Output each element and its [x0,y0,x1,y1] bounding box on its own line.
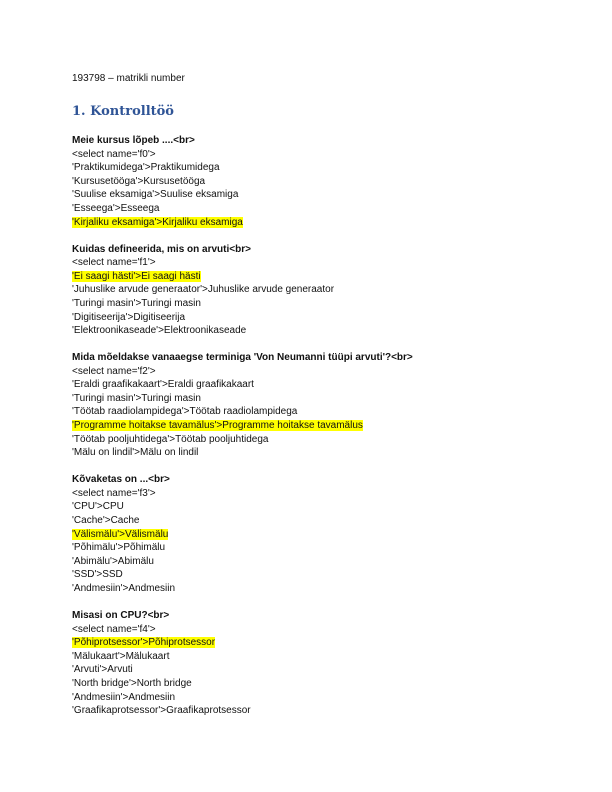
option-line [72,202,542,216]
question-block-2 [72,351,542,460]
option-line [72,297,542,311]
option-text: 'Arvuti'>Arvuti [72,664,133,676]
question-block-1 [72,243,542,338]
option-line [72,500,542,514]
option-line [72,324,542,338]
option-line [72,582,542,596]
option-line [72,568,542,582]
highlighted-answer: 'Ei saagi hästi'>Ei saagi hästi [72,270,201,282]
option-line [72,514,542,528]
select-tag-line: <select name='f0'> [72,148,156,160]
highlighted-answer: 'Põhiprotsessor'>Põhiprotsessor [72,637,216,649]
option-text: 'Abimälu'>Abimälu [72,555,154,567]
option-text: 'SSD'>SSD [72,569,123,581]
question-title: Misasi on CPU?<br> [72,609,170,621]
question-list [72,134,542,718]
option-text: 'Töötab pooljuhtidega'>Töötab pooljuhtidega [72,433,269,445]
option-text: 'Suulise eksamiga'>Suulise eksamiga [72,189,239,201]
option-line [72,636,542,650]
select-tag-line: <select name='f4'> [72,623,156,635]
option-text: 'Digitiseerija'>Digitiseerija [72,311,186,323]
option-line [72,216,542,230]
option-text: 'Turingi masin'>Turingi masin [72,392,201,404]
option-line [72,378,542,392]
select-tag-line: <select name='f2'> [72,365,156,377]
option-line [72,270,542,284]
option-line [72,161,542,175]
option-text: 'Praktikumidega'>Praktikumidega [72,162,220,174]
option-text: 'Turingi masin'>Turingi masin [72,297,201,309]
option-line [72,691,542,705]
option-line [72,283,542,297]
option-line [72,663,542,677]
option-line [72,433,542,447]
option-line [72,650,542,664]
option-line [72,528,542,542]
option-line [72,405,542,419]
option-text: 'Cache'>Cache [72,515,140,527]
highlighted-answer: 'Kirjaliku eksamiga'>Kirjaliku eksamiga [72,216,243,228]
option-text: 'Elektroonikaseade'>Elektroonikaseade [72,325,247,337]
option-text: 'Juhuslike arvude generaator'>Juhuslike arvude generaator [72,284,335,296]
question-block-4 [72,609,542,718]
option-text: 'Esseega'>Esseega [72,202,160,214]
option-line [72,175,542,189]
option-text: 'Eraldi graafikakaart'>Eraldi graafikakaart [72,379,254,391]
question-title: Mida mõeldakse vanaaegse terminiga 'Von Neumanni tüüpi arvuti'?<br> [72,352,413,364]
question-title: Meie kursus lõpeb ....<br> [72,135,195,146]
option-text: 'North bridge'>North bridge [72,677,192,689]
option-line [72,677,542,691]
select-tag-line: <select name='f3'> [72,487,156,499]
option-text: 'Põhimälu'>Põhimälu [72,542,166,554]
question-title: Kõvaketas on ...<br> [72,474,170,486]
option-line [72,541,542,555]
document-title: 1. Kontrolltöö [72,104,174,119]
option-line [72,311,542,325]
question-block-3 [72,473,542,595]
option-line [72,555,542,569]
highlighted-answer: 'Välismälu'>Välismälu [72,528,169,540]
option-text: 'CPU'>CPU [72,501,124,513]
question-block-0 [72,134,542,229]
option-line [72,446,542,460]
option-text: 'Mälu on lindil'>Mälu on lindil [72,447,199,459]
option-line [72,392,542,406]
option-line [72,704,542,718]
question-title: Kuidas defineerida, mis on arvuti<br> [72,243,251,255]
option-text: 'Andmesiin'>Andmesiin [72,691,176,703]
option-line [72,188,542,202]
option-text: 'Töötab raadiolampidega'>Töötab raadiolampidega [72,406,298,418]
document-content [72,72,542,731]
option-text: 'Mälukaart'>Mälukaart [72,650,170,662]
select-tag-line: <select name='f1'> [72,257,156,269]
option-text: 'Andmesiin'>Andmesiin [72,582,176,594]
option-text: 'Kursusetööga'>Kursusetööga [72,175,206,187]
highlighted-answer: 'Programme hoitakse tavamälus'>Programme hoitakse tavamälus [72,420,363,432]
student-number-line: 193798 – matrikli number [72,73,185,84]
option-text: 'Graafikaprotsessor'>Graafikaprotsessor [72,705,251,717]
option-line [72,419,542,433]
